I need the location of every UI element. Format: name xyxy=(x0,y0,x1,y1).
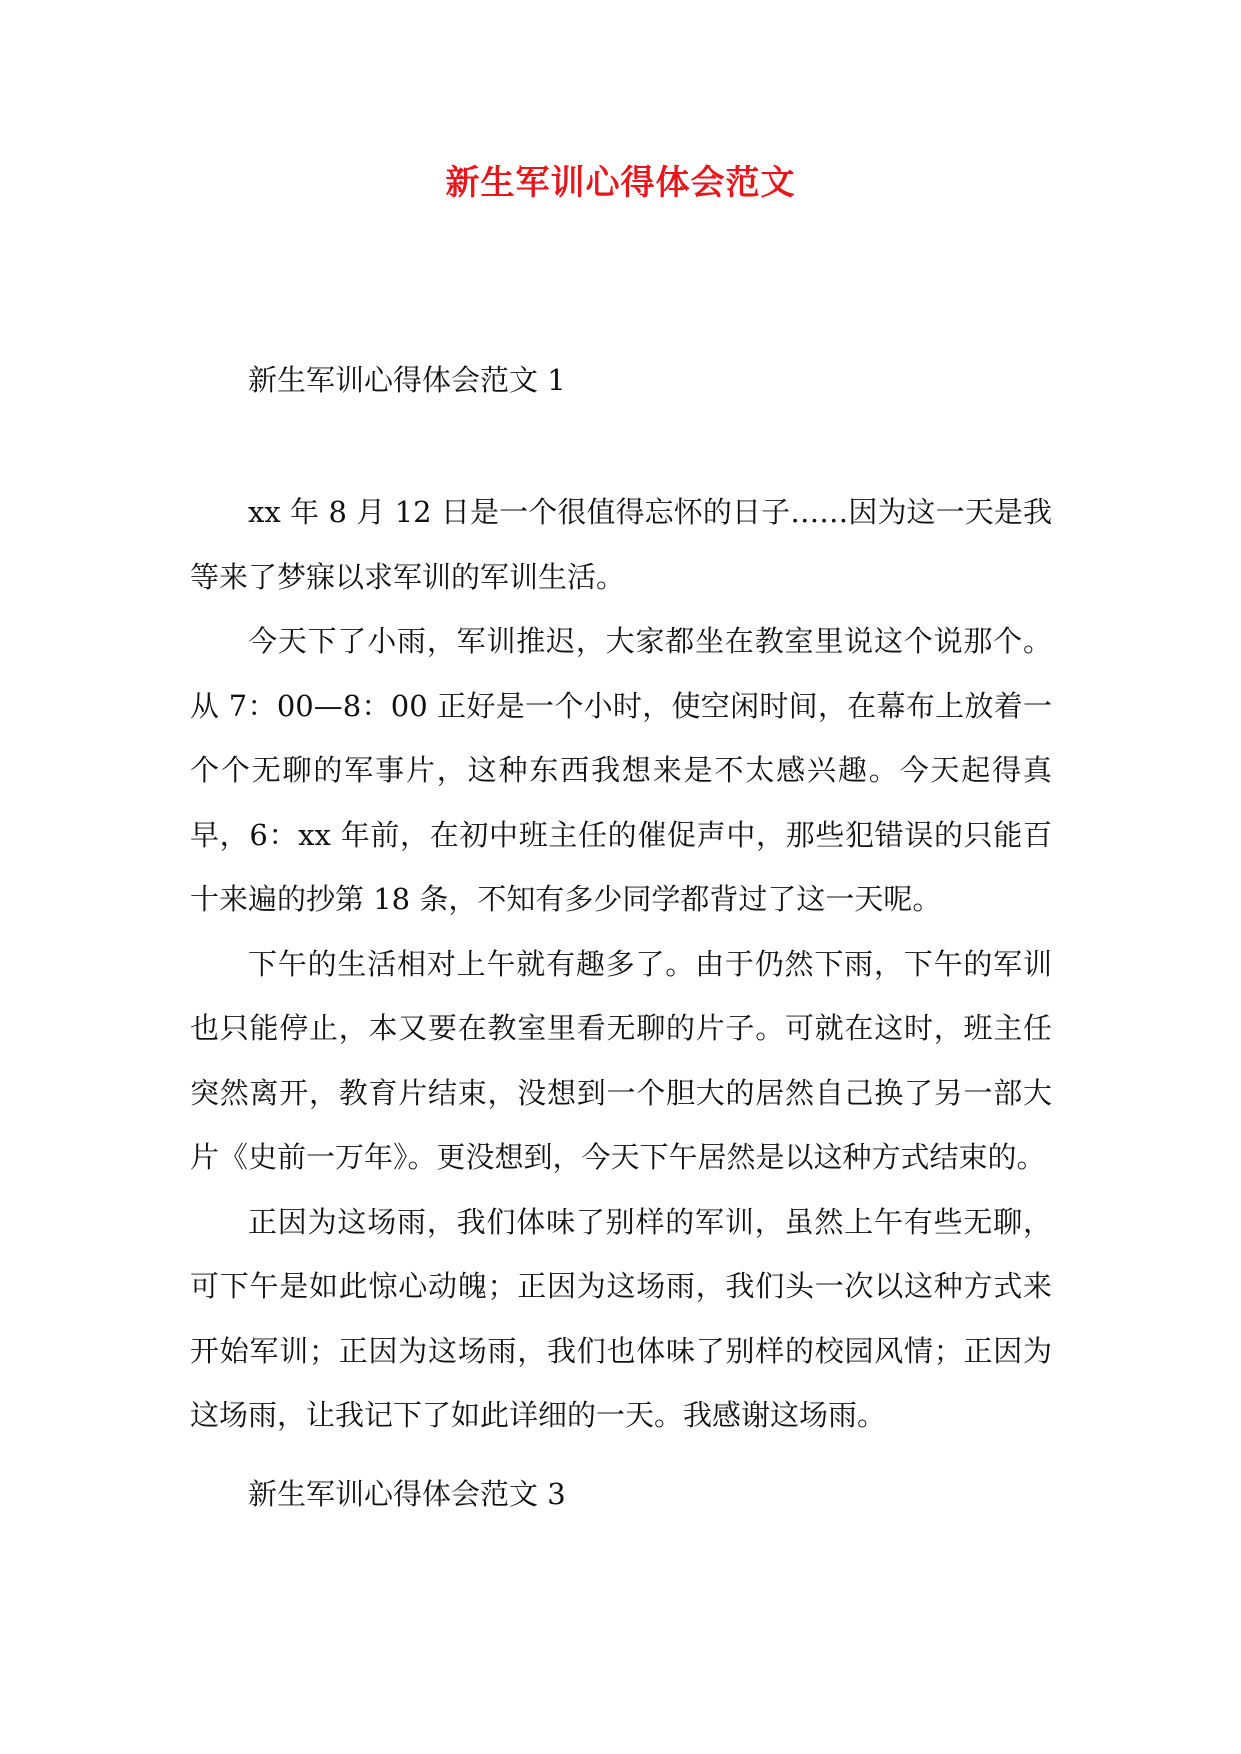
paragraph-1: xx 年 8 月 12 日是一个很值得忘怀的日子……因为这一天是我等来了梦寐以求军训的军训生活。 xyxy=(190,495,1052,594)
paragraph-3: 下午的生活相对上午就有趣多了。由于仍然下雨，下午的军训也只能停止，本又要在教室里看无聊的片子。可就在这时，班主任突然离开，教育片结束，没想到一个胆大的居然自己换了另一部大片《史前一万年》。更没想到，今天下午居然是以这种方式结束的。 xyxy=(190,946,1052,1174)
section-heading-3: 新生军训心得体会范文 3 xyxy=(248,1477,566,1511)
paragraph-4: 正因为这场雨，我们体味了别样的军训，虽然上午有些无聊，可下午是如此惊心动魄；正因为这场雨，我们头一次以这种方式来开始军训；正因为这场雨，我们也体味了别样的校园风情；正因为这场雨，让我记下了如此详细的一天。我感谢这场雨。 xyxy=(190,1204,1052,1432)
section-heading-1: 新生军训心得体会范文 1 xyxy=(248,363,566,397)
document-body xyxy=(190,480,1052,1448)
paragraph-2: 今天下了小雨，军训推迟，大家都坐在教室里说这个说那个。从 7：00—8：00 正好是一个小时，使空闲时间，在幕布上放着一个个无聊的军事片，这种东西我想来是不太感兴趣。今天起得真早，6：xx 年前，在初中班主任的催促声中，那些犯错误的只能百十来遍的抄第 18 条，不知有多少同学都背过了这一天呢。 xyxy=(190,624,1052,916)
document-title: 新生军训心得体会范文 xyxy=(445,163,796,203)
